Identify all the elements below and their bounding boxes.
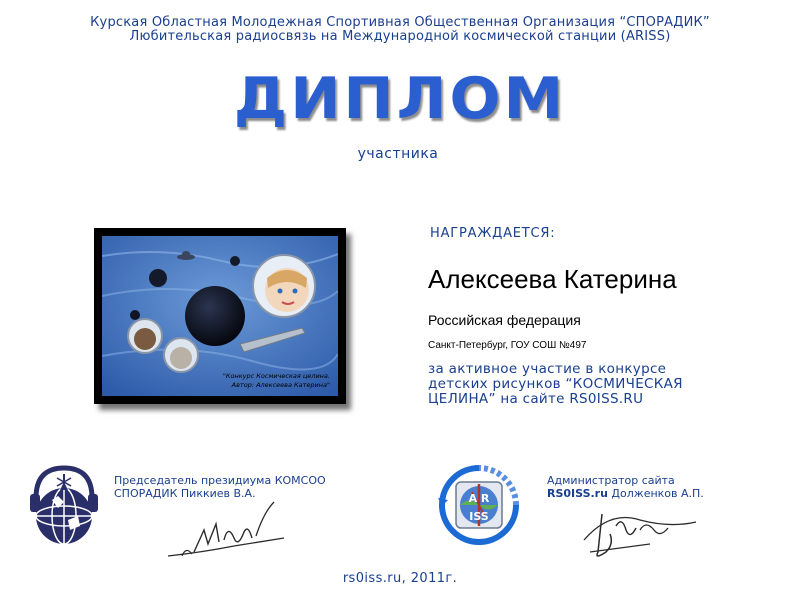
space-painting [102,236,338,396]
painting-caption-line1: "Конкурс Космическая целина. [222,372,330,380]
recipient-school: Санкт-Петербург, ГОУ СОШ №497 [428,340,587,351]
signature-admin [580,500,700,566]
ariss-logo-text-bottom: ISS [469,510,489,523]
signature-chair [164,494,294,568]
chair-title-line2: СПОРАДИК Пиккиев В.А. [114,487,256,500]
admin-site-name: RS0ISS.ru [547,487,608,500]
award-reason [428,362,768,407]
footer-text: rs0iss.ru, 2011г. [342,571,458,586]
painting-frame [94,228,346,404]
awarded-label: НАГРАЖДАЕТСЯ: [430,226,556,241]
reason-line: за активное участие в конкурсе [428,361,667,377]
reason-line: детских рисунков “КОСМИЧЕСКАЯ [428,376,683,392]
admin-title [547,474,787,500]
ariss-logo [436,462,522,548]
diploma-subtitle: участника [357,146,439,162]
organization-name: Курская Областная Молодежная Спортивная Общественная Организация “СПОРАДИК” [90,15,710,30]
chair-title-line1: Председатель президиума КОМСОО [114,474,326,487]
painting-caption-line2: Автор: Алексеева Катерина" [231,381,330,389]
reason-line: ЦЕЛИНА” на сайте RS0ISS.RU [428,391,644,407]
ariss-logo-text-top: A R [468,492,490,505]
recipient-country: Российская федерация [428,312,581,328]
recipient-name: Алексеева Катерина [428,264,677,294]
admin-title-line1: Администратор сайта [547,474,675,487]
admin-name: Долженков А.П. [607,487,704,500]
program-name: Любительская радиосвязь на Международной космической станции (ARISS) [129,29,671,44]
black-planet [185,286,245,346]
admin-title-line2 [547,487,787,500]
globe-headphones-logo [24,460,104,552]
diploma-title: ДИПЛОМ [233,65,567,133]
